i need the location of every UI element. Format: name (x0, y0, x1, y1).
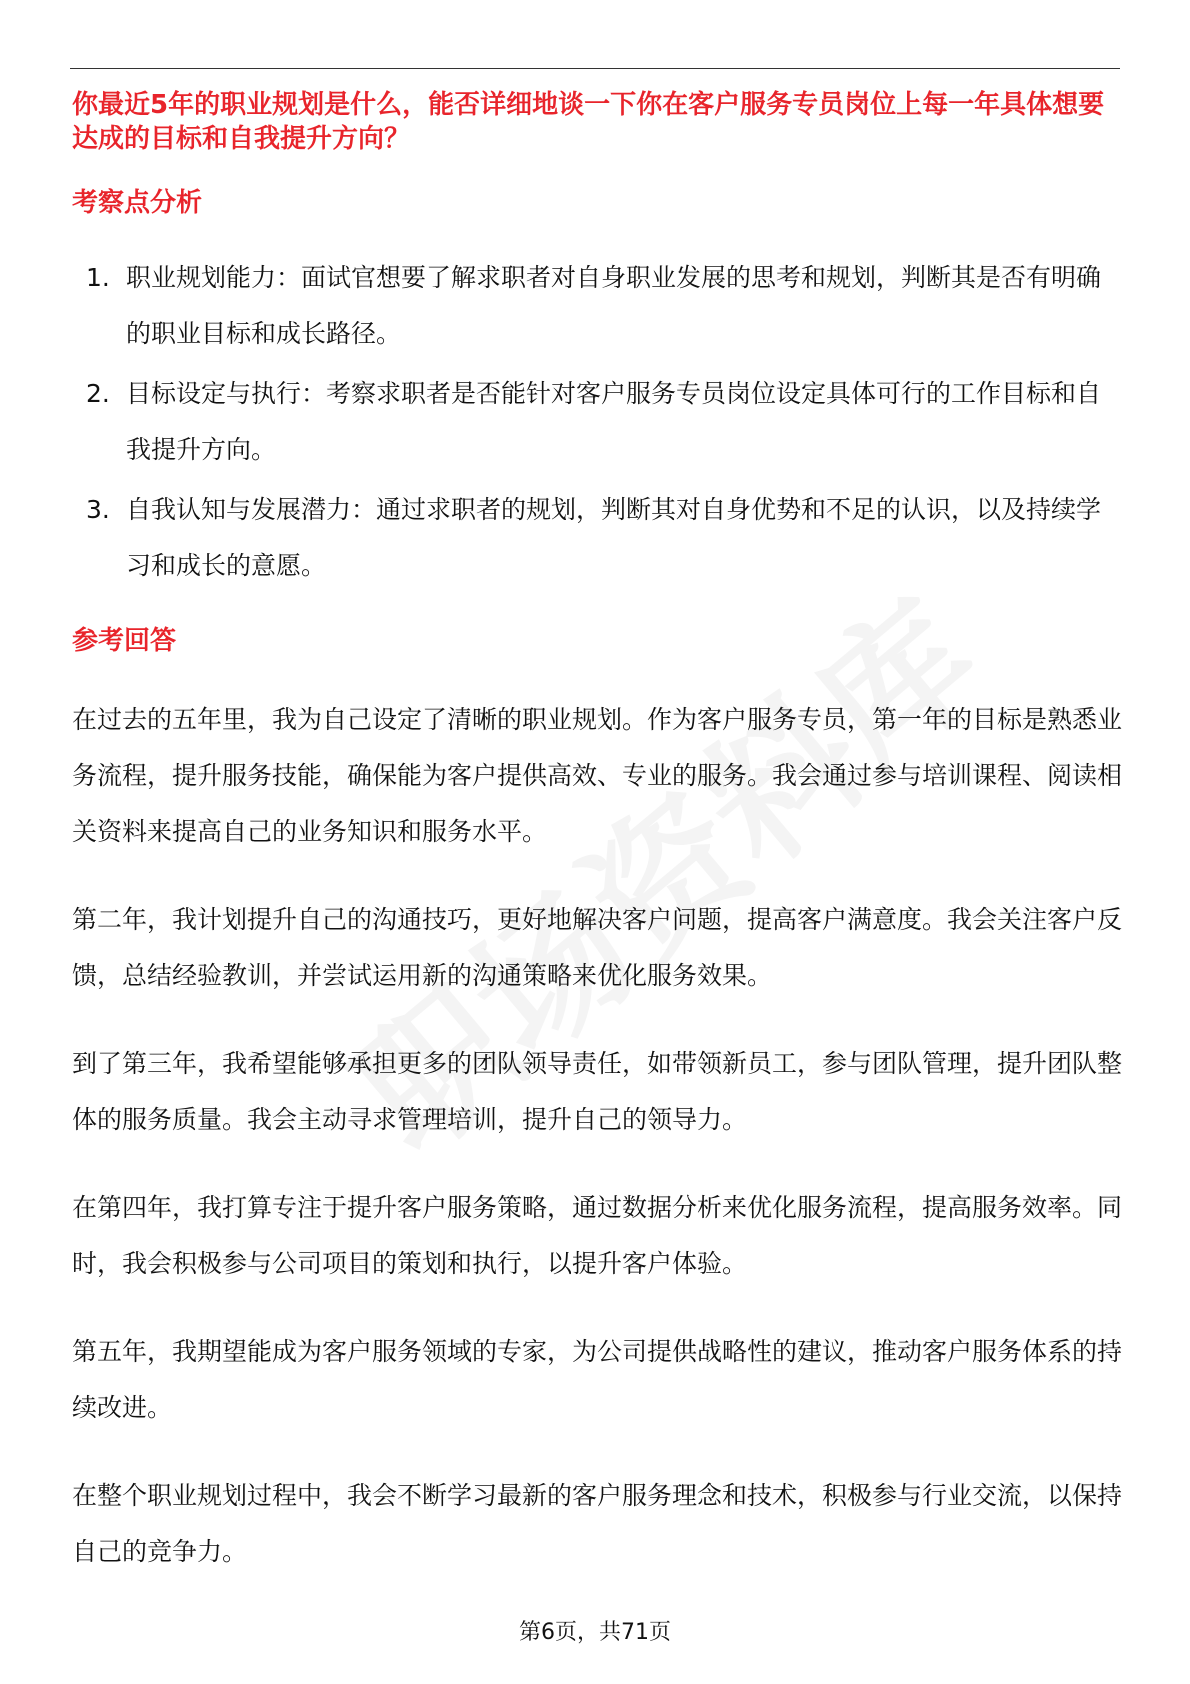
answer-paragraph: 在整个职业规划过程中，我会不断学习最新的客户服务理念和技术，积极参与行业交流，以保持自己的竞争力。 (72, 1481, 1123, 1566)
answer-paragraph: 第五年，我期望能成为客户服务领域的专家，为公司提供战略性的建议，推动客户服务体系的持续改进。 (72, 1337, 1123, 1422)
answer-paragraph: 到了第三年，我希望能够承担更多的团队领导责任，如带领新员工，参与团队管理，提升团队整体的服务质量。我会主动寻求管理培训，提升自己的领导力。 (72, 1049, 1123, 1134)
analysis-item-number: 2. (86, 379, 110, 408)
analysis-item-number: 1. (86, 263, 110, 292)
analysis-item (72, 250, 1122, 362)
top-divider (70, 68, 1120, 69)
answer-paragraph: 在过去的五年里，我为自己设定了清晰的职业规划。作为客户服务专员，第一年的目标是熟悉业务流程，提升服务技能，确保能为客户提供高效、专业的服务。我会通过参与培训课程、阅读相关资料来提高自己的业务知识和服务水平。 (72, 705, 1123, 846)
interview-question: 你最近5年的职业规划是什么，能否详细地谈一下你在客户服务专员岗位上每一年具体想要达成的目标和自我提升方向？ (72, 90, 1105, 154)
analysis-list (72, 250, 1122, 598)
page-number: 第6页，共71页 (519, 1620, 671, 1645)
answer-paragraph: 第二年，我计划提升自己的沟通技巧，更好地解决客户问题，提高客户满意度。我会关注客户反馈，总结经验教训，并尝试运用新的沟通策略来优化服务效果。 (72, 905, 1123, 990)
analysis-heading: 考察点分析 (72, 188, 203, 218)
analysis-item-text: 自我认知与发展潜力：通过求职者的规划，判断其对自身优势和不足的认识，以及持续学习和成长的意愿。 (126, 495, 1102, 580)
analysis-item (72, 482, 1122, 594)
answer-heading: 参考回答 (72, 626, 177, 656)
analysis-item-text: 目标设定与执行：考察求职者是否能针对客户服务专员岗位设定具体可行的工作目标和自我提升方向。 (126, 379, 1102, 464)
analysis-item-number: 3. (86, 495, 110, 524)
analysis-item (72, 366, 1122, 478)
answer-body (72, 692, 1122, 1612)
analysis-item-text: 职业规划能力：面试官想要了解求职者对自身职业发展的思考和规划，判断其是否有明确的职业目标和成长路径。 (126, 263, 1102, 348)
answer-paragraph: 在第四年，我打算专注于提升客户服务策略，通过数据分析来优化服务流程，提高服务效率。同时，我会积极参与公司项目的策划和执行，以提升客户体验。 (72, 1193, 1123, 1278)
